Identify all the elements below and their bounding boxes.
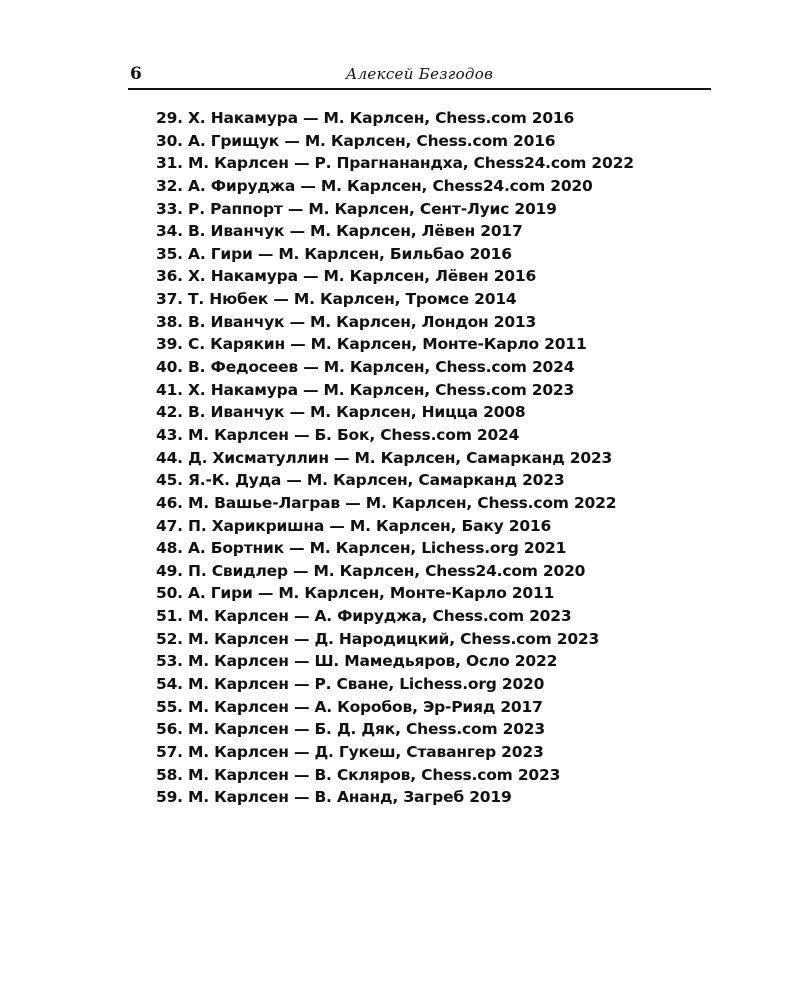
game-list-item: 44. Д. Хисматуллин — М. Карлсен, Самарканд 2023 [156,448,613,467]
game-list-item: 59. М. Карлсен — В. Ананд, Загреб 2019 [156,788,512,807]
game-list-item: 57. М. Карлсен — Д. Гукеш, Ставангер 2023 [156,742,544,761]
game-list-item: 55. М. Карлсен — А. Коробов, Эр-Рияд 2017 [156,697,543,716]
game-list-item: 49. П. Свидлер — М. Карлсен, Chess24.com 2020 [156,561,586,580]
game-list-item: 30. А. Грищук — М. Карлсен, Chess.com 2016 [156,131,556,150]
game-list [156,107,634,809]
page-number: 6 [130,64,142,84]
game-list-item: 36. Х. Накамура — М. Карлсен, Лёвен 2016 [156,267,537,286]
game-list-item: 40. В. Федосеев — М. Карлсен, Chess.com 2024 [156,358,575,377]
game-list-item: 34. В. Иванчук — М. Карлсен, Лёвен 2017 [156,222,523,241]
game-list-item: 39. С. Карякин — М. Карлсен, Монте-Карло 2011 [156,335,587,354]
game-list-item: 54. М. Карлсен — Р. Сване, Lichess.org 2020 [156,675,545,694]
game-list-item: 38. В. Иванчук — М. Карлсен, Лондон 2013 [156,312,537,331]
game-list-item: 43. М. Карлсен — Б. Бок, Chess.com 2024 [156,425,520,444]
game-list-item: 29. Х. Накамура — М. Карлсен, Chess.com 2016 [156,109,575,127]
game-list-item: 50. А. Гири — М. Карлсен, Монте-Карло 2011 [156,584,555,603]
game-list-item: 46. М. Вашье-Лаграв — М. Карлсен, Chess.com 2022 [156,493,617,512]
game-list-item: 35. А. Гири — М. Карлсен, Бильбао 2016 [156,244,512,263]
game-list-item: 47. П. Харикришна — М. Карлсен, Баку 2016 [156,516,552,535]
game-list-item: 33. Р. Раппорт — М. Карлсен, Сент-Луис 2019 [156,199,557,218]
running-title: Алексей Безгодов [345,65,494,83]
game-list-item: 58. М. Карлсен — В. Скляров, Chess.com 2023 [156,765,561,784]
game-list-item: 52. М. Карлсен — Д. Народицкий, Chess.com 2023 [156,629,600,648]
game-list-item: 37. Т. Нюбек — М. Карлсен, Тромсе 2014 [156,290,517,309]
game-list-item: 41. Х. Накамура — М. Карлсен, Chess.com 2023 [156,380,575,399]
game-list-item: 32. А. Фируджа — М. Карлсен, Chess24.com 2020 [156,176,593,195]
game-list-item: 53. М. Карлсен — Ш. Мамедьяров, Осло 2022 [156,652,558,671]
game-list-item: 42. В. Иванчук — М. Карлсен, Ницца 2008 [156,403,526,422]
game-list-item: 45. Я.-К. Дуда — М. Карлсен, Самарканд 2023 [156,471,565,490]
page-header [128,60,711,90]
game-list-item: 48. А. Бортник — М. Карлсен, Lichess.org 2021 [156,539,567,558]
game-list-item: 31. М. Карлсен — Р. Прагнанандха, Chess24.com 2022 [156,154,634,173]
game-list-item: 51. М. Карлсен — А. Фируджа, Chess.com 2023 [156,607,572,626]
game-list-item: 56. М. Карлсен — Б. Д. Дяк, Chess.com 2023 [156,720,545,739]
